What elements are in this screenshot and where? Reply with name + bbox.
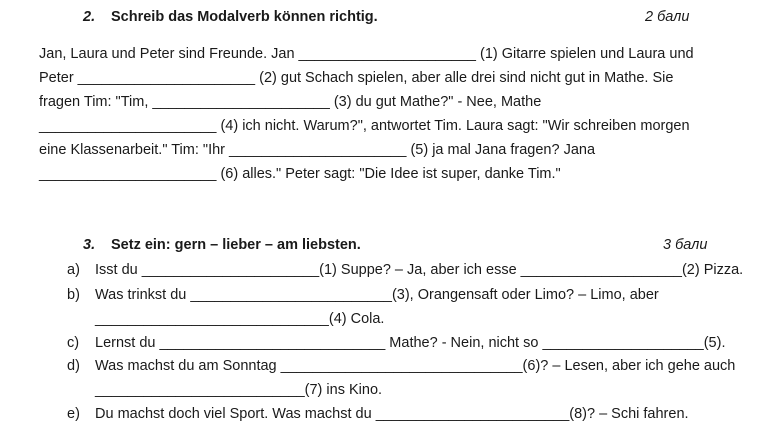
item-label: a)	[67, 262, 80, 278]
item-label: e)	[67, 406, 80, 422]
task-2-line-1: Jan, Laura und Peter sind Freunde. Jan ______________________ (1) Gitarre spielen und Laura und	[39, 46, 694, 62]
item-text: Isst du ______________________(1) Suppe? – Ja, aber ich esse ____________________(2) Pizza.	[95, 262, 744, 278]
task-3-item-d-continuation: __________________________(7) ins Kino.	[95, 382, 383, 398]
task-2-heading	[83, 9, 378, 25]
task-2-number: 2.	[83, 9, 96, 25]
task-3-heading	[83, 237, 361, 253]
item-text: Was trinkst du _________________________(3), Orangensaft oder Limo? – Limo, aber	[95, 287, 659, 303]
task-2-points: 2 бали	[645, 9, 690, 25]
item-text: Was machst du am Sonntag ______________________________(6)? – Lesen, aber ich gehe auch	[95, 358, 736, 374]
item-text: Du machst doch viel Sport. Was machst du ________________________(8)? – Schi fahren.	[95, 406, 689, 422]
task-2-line-4: ______________________ (4) ich nicht. Warum?", antwortet Tim. Laura sagt: "Wir schreiben morgen	[39, 118, 690, 134]
item-label: b)	[67, 287, 80, 303]
task-3-item-b-continuation: _____________________________(4) Cola.	[95, 311, 385, 327]
item-label: d)	[67, 358, 80, 374]
task-2-line-3: fragen Tim: "Tim, ______________________ (3) du gut Mathe?" - Nee, Mathe	[39, 94, 542, 110]
task-2-line-5: eine Klassenarbeit." Tim: "Ihr ______________________ (5) ja mal Jana fragen? Jana	[39, 142, 596, 158]
task-2-title: Schreib das Modalverb können richtig.	[111, 9, 378, 25]
task-2-line-6: ______________________ (6) alles." Peter sagt: "Die Idee ist super, danke Tim."	[39, 166, 561, 182]
task-3-title: Setz ein: gern – lieber – am liebsten.	[111, 237, 361, 253]
item-text: Lernst du ____________________________ Mathe? - Nein, nicht so ____________________(5).	[95, 335, 726, 351]
task-3-number: 3.	[83, 237, 96, 253]
task-2-line-2: Peter ______________________ (2) gut Schach spielen, aber alle drei sind nicht gut in Mathe. Sie	[39, 70, 674, 86]
item-label: c)	[67, 335, 80, 351]
task-3-points: 3 бали	[663, 237, 708, 253]
